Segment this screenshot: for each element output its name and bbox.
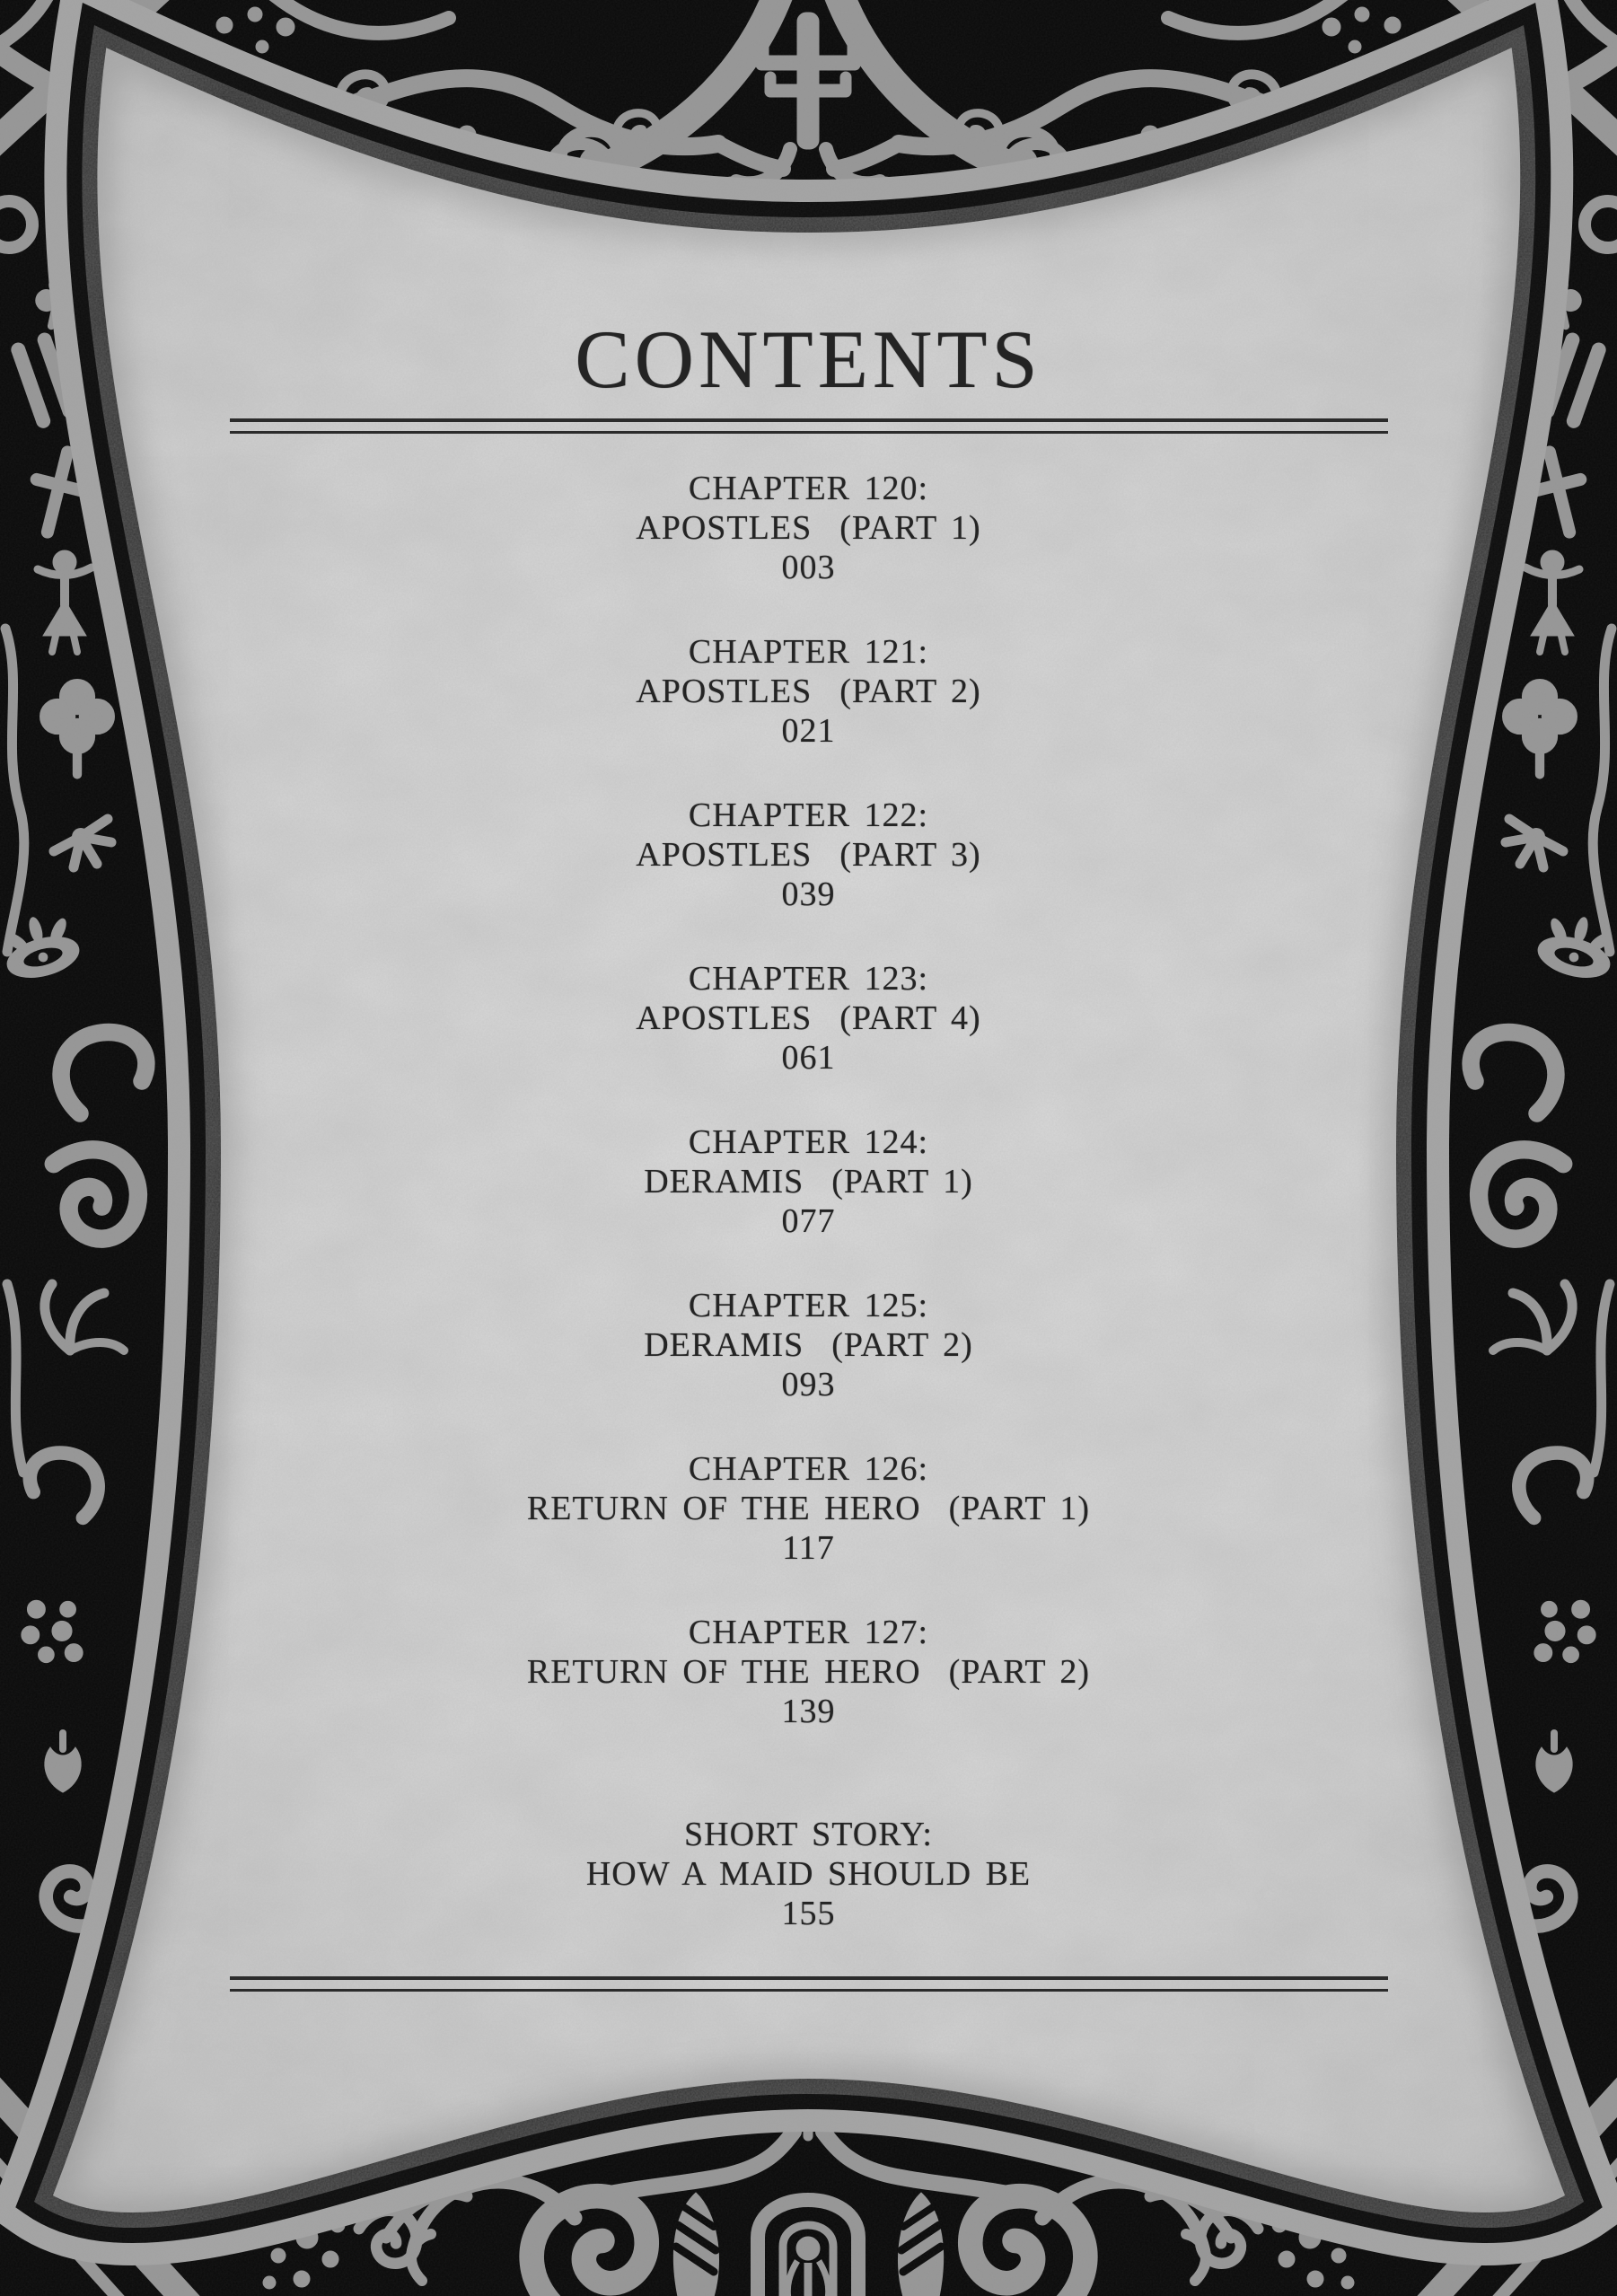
toc-entry	[136, 1613, 1482, 1731]
toc-entry-page: 117	[782, 1529, 835, 1567]
toc-entry	[136, 1449, 1482, 1568]
toc-entry	[136, 959, 1482, 1078]
toc-entry-title: APOSTLES (PART 3)	[636, 836, 981, 874]
page-title: CONTENTS	[575, 313, 1042, 405]
divider-bottom	[230, 1976, 1388, 1992]
toc-entry-page: 003	[781, 549, 836, 586]
divider-top	[230, 418, 1388, 434]
toc-entry	[136, 1815, 1482, 1933]
toc-entry-chapter: CHAPTER 126:	[688, 1450, 929, 1488]
toc-entry-page: 093	[781, 1366, 836, 1403]
toc-entry-title: DERAMIS (PART 1)	[644, 1163, 973, 1201]
toc-entry	[136, 1286, 1482, 1404]
toc-entry-chapter: CHAPTER 120:	[688, 470, 929, 507]
toc-entry-title: APOSTLES (PART 1)	[636, 509, 981, 547]
toc-entry-chapter: CHAPTER 123:	[688, 960, 929, 998]
toc-entry-chapter: CHAPTER 125:	[688, 1287, 929, 1324]
toc-entry	[136, 1122, 1482, 1241]
toc-entry-chapter: CHAPTER 121:	[688, 633, 929, 671]
toc-entry-title: APOSTLES (PART 2)	[636, 673, 981, 710]
toc-entry-title: DERAMIS (PART 2)	[644, 1326, 973, 1364]
toc-entry-title: APOSTLES (PART 4)	[636, 999, 981, 1037]
toc-entry-page: 039	[781, 875, 836, 913]
toc-entry	[136, 796, 1482, 914]
toc-entry-page: 021	[781, 712, 836, 750]
toc-entry-chapter: CHAPTER 124:	[688, 1123, 929, 1161]
toc-entry-chapter: CHAPTER 127:	[688, 1614, 929, 1651]
toc-entry-chapter: SHORT STORY:	[684, 1816, 933, 1853]
toc-entry-page: 061	[781, 1039, 836, 1077]
toc-entry-title: HOW A MAID SHOULD BE	[585, 1855, 1032, 1893]
toc-entry	[136, 632, 1482, 751]
toc-entry-chapter: CHAPTER 122:	[688, 796, 929, 834]
toc-entry-title: RETURN OF THE HERO (PART 2)	[526, 1653, 1091, 1691]
toc-entry	[136, 469, 1482, 587]
toc-entry-title: RETURN OF THE HERO (PART 1)	[526, 1490, 1091, 1527]
toc-entry-page: 139	[781, 1693, 836, 1730]
toc-entry-page: 155	[781, 1895, 836, 1932]
toc-entry-page: 077	[781, 1202, 836, 1240]
